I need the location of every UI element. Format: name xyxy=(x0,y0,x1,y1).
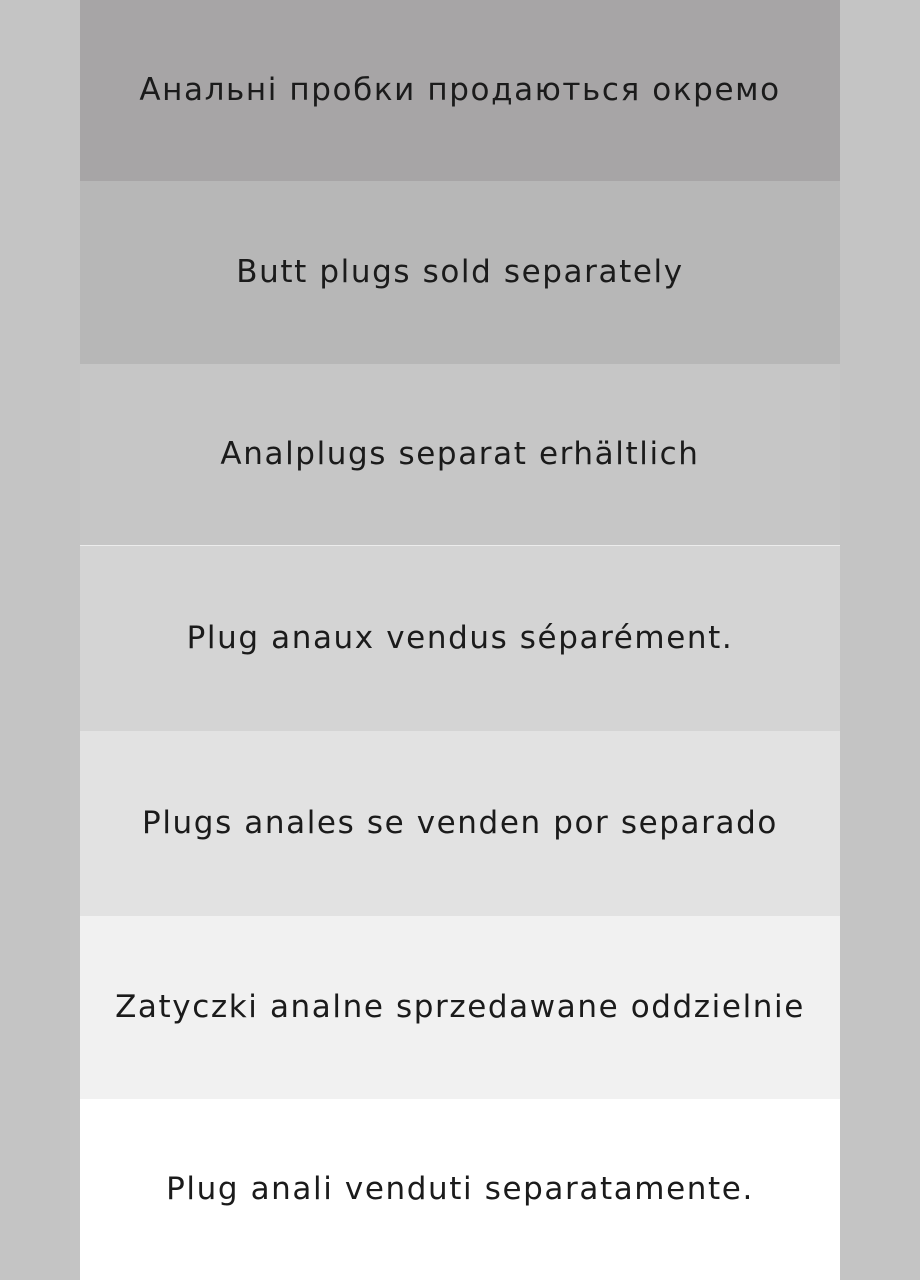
notice-text-french: Plug anaux vendus séparément. xyxy=(186,620,734,656)
notice-panel xyxy=(80,0,840,1280)
notice-text-polish: Zatyczki analne sprzedawane oddzielnie xyxy=(115,989,805,1025)
notice-band-ukrainian xyxy=(80,0,840,181)
notice-band-spanish xyxy=(80,731,840,916)
notice-band-english xyxy=(80,181,840,364)
notice-text-english: Butt plugs sold separately xyxy=(236,254,684,290)
notice-band-german xyxy=(80,364,840,545)
notice-text-spanish: Plugs anales se venden por separado xyxy=(142,805,778,841)
notice-band-polish xyxy=(80,916,840,1099)
notice-band-italian xyxy=(80,1099,840,1280)
notice-text-italian: Plug anali venduti separatamente. xyxy=(166,1171,754,1207)
notice-band-french xyxy=(80,545,840,731)
notice-text-ukrainian: Анальні пробки продаються окремо xyxy=(139,72,781,108)
notice-text-german: Analplugs separat erhältlich xyxy=(220,436,700,472)
